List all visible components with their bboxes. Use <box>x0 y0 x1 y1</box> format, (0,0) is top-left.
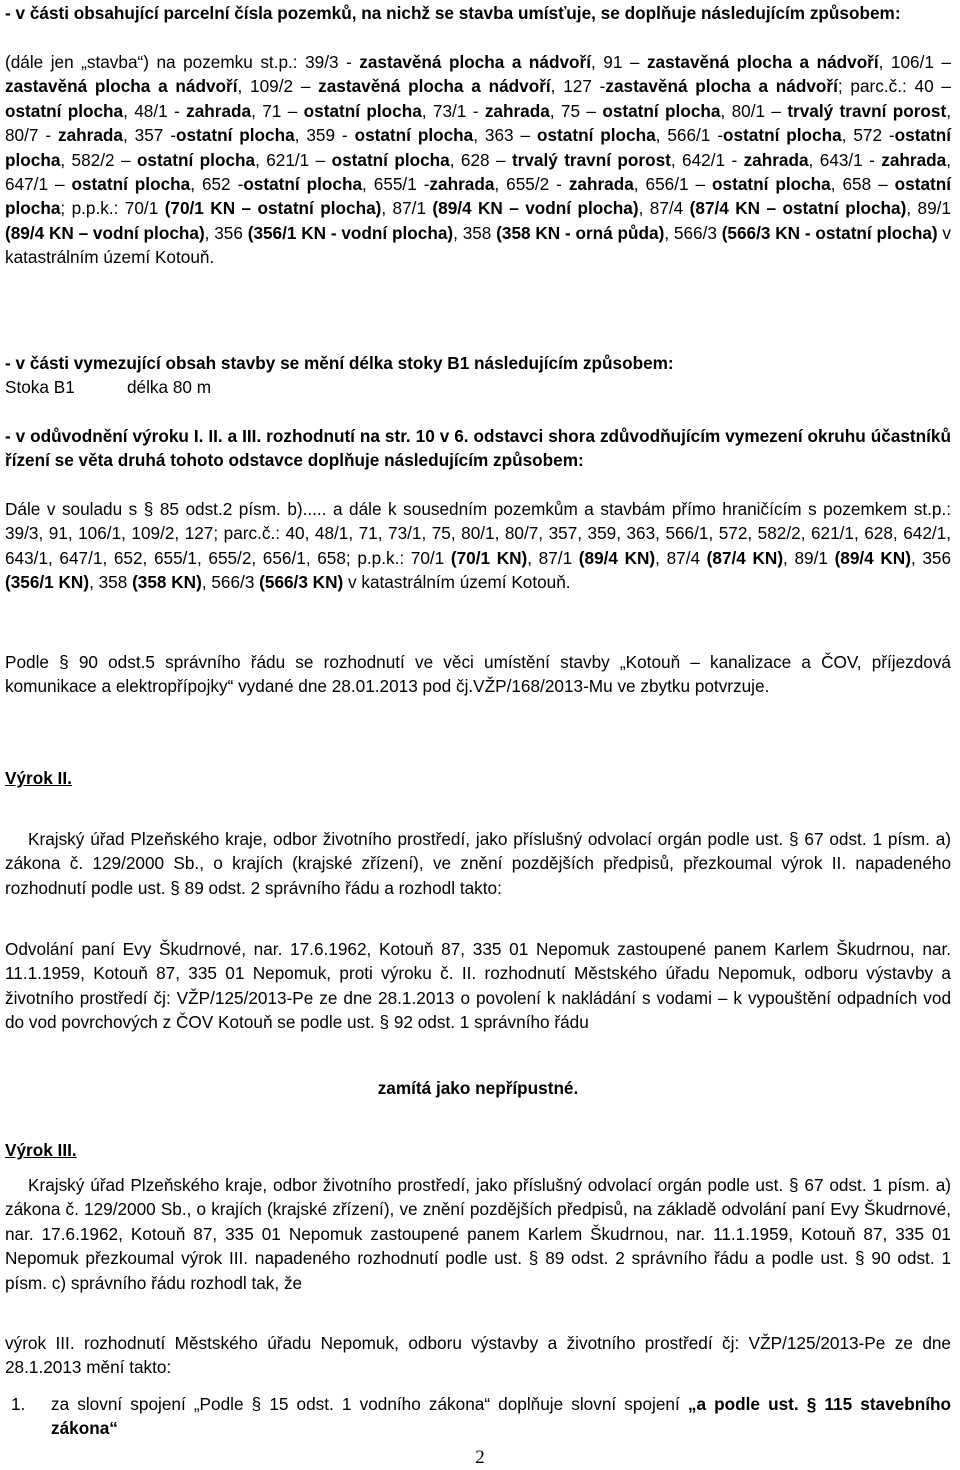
vyrok3-paragraph-2: výrok III. rozhodnutí Městského úřadu Nepomuk, odboru výstavby a životního prostředí čj: VŽP/125/2013-Pe ze dne 28.1.2013 mění takto: <box>5 1333 951 1378</box>
vyrok2-verdict: zamítá jako nepřípustné. <box>377 1078 579 1098</box>
intro-heading: - v části obsahující parcelní čísla pozemků, na nichž se stavba umísťuje, se doplňuje následujícím způsobem: <box>5 3 901 23</box>
vyrok3-paragraph-1: Krajský úřad Plzeňského kraje, odbor životního prostředí, jako příslušný odvolací orgán podle ust. § 67 odst. 1 písm. a) zákona č. 129/2000 Sb., o krajích (krajské zřízení), ve znění pozdějších předpisů, na základě odvolání paní Evy Škudrnové, nar. 17.6.1962, Kotouň 87, 335 01 Nepomuk zastoupené panem Karlem Škudrnou, nar. 11.1.1959, Kotouň 87, 335 01 Nepomuk přezkoumal výrok III. napadeného rozhodnutí podle ust. § 89 odst. 2 správního řádu a podle ust. § 90 odst. 1 písm. c) správního řádu rozhodl tak, že <box>5 1175 951 1293</box>
vyrok2-paragraph-2: Odvolání paní Evy Škudrnové, nar. 17.6.1962, Kotouň 87, 335 01 Nepomuk zastoupené panem Karlem Škudrnou, nar. 11.1.1959, Kotouň 87, 335 01 Nepomuk, proti výroku č. II. rozhodnutí Městského úřadu Nepomuk, odboru výstavby a životního prostředí čj: VŽP/125/2013-Pe ze dne 28.1.2013 o povolení k nakládání s vodami – k vypouštění odpadních vod do vod povrchových z ČOV Kotouň se podle ust. § 92 odst. 1 správního řádu <box>5 939 951 1033</box>
page-number: 2 <box>475 1447 485 1468</box>
stoka-heading: - v části vymezující obsah stavby se mění délka stoky B1 následujícím způsobem: <box>5 353 674 373</box>
stoka-length-row <box>5 375 951 399</box>
vyrok3-change-list <box>5 1392 951 1441</box>
oduvodneni-paragraph: Dále v souladu s § 85 odst.2 písm. b)..... a dále k sousedním pozemkům a stavbám přímo hraničícím s pozemkem st.p.: 39/3, 91, 106/1, 109/2, 127; parc.č.: 40, 48/1, 71, 73/1, 75, 80/1, 80/7, 357, 359, 363, 566/1, 572, 582/2, 621/1, 628, 642/1, 643/1, 647/1, 652, 655/1, 655/2, 656/1, 658; p.p.k.: 70/1 (70/1 KN), 87/1 (89/4 KN), 87/4 (87/4 KN), 89/1 (89/4 KN), 356 (356/1 KN), 358 (358 KN), 566/3 (566/3 KN) v katastrálním území Kotouň. <box>5 499 952 593</box>
podle90-paragraph: Podle § 90 odst.5 správního řádu se rozhodnutí ve věci umístění stavby „Kotouň – kanalizace a ČOV, příjezdová komunikace a elektropřípojky“ vydané dne 28.01.2013 pod čj.VŽP/168/2013-Mu ve zbytku potvrzuje. <box>5 652 951 697</box>
oduvodneni-heading: - v odůvodnění výroku I. II. a III. rozhodnutí na str. 10 v 6. odstavci shora zdůvodňujícím vymezení okruhu účastníků řízení se věta druhá tohoto odstavce doplňuje následujícím způsobem: <box>5 426 951 471</box>
stoka-name: Stoka B1 <box>5 377 75 397</box>
parcels-paragraph: (dále jen „stavba“) na pozemku st.p.: 39/3 - zastavěná plocha a nádvoří, 91 – zastavěná plocha a nádvoří, 106/1 – zastavěná plocha a nádvoří, 109/2 – zastavěná plocha a nádvoří, 127 -zastavěná plocha a nádvoří; parc.č.: 40 – ostatní plocha, 48/1 - zahrada, 71 – ostatní plocha, 73/1 - zahrada, 75 – ostatní plocha, 80/1 – trvalý travní porost, 80/7 - zahrada, 357 -ostatní plocha, 359 - ostatní plocha, 363 – ostatní plocha, 566/1 -ostatní plocha, 572 -ostatní plocha, 582/2 – ostatní plocha, 621/1 – ostatní plocha, 628 – trvalý travní porost, 642/1 - zahrada, 643/1 - zahrada, 647/1 – ostatní plocha, 652 -ostatní plocha, 655/1 -zahrada, 655/2 - zahrada, 656/1 – ostatní plocha, 658 – ostatní plocha; p.p.k.: 70/1 (70/1 KN – ostatní plocha), 87/1 (89/4 KN – vodní plocha), 87/4 (87/4 KN – ostatní plocha), 89/1 (89/4 KN – vodní plocha), 356 (356/1 KN - vodní plocha), 358 (358 KN - orná půda), 566/3 (566/3 KN - ostatní plocha) v katastrálním území Kotouň. <box>5 52 952 268</box>
vyrok3-heading: Výrok III. <box>5 1140 77 1160</box>
list-item-number: 1. <box>11 1394 26 1414</box>
vyrok2-heading: Výrok II. <box>5 768 72 788</box>
vyrok2-paragraph-1: Krajský úřad Plzeňského kraje, odbor životního prostředí, jako příslušný odvolací orgán podle ust. § 67 odst. 1 písm. a) zákona č. 129/2000 Sb., o krajích (krajské zřízení), ve znění pozdějších předpisů, přezkoumal výrok II. napadeného rozhodnutí podle ust. § 89 odst. 2 správního řádu a rozhodl takto: <box>5 829 951 898</box>
list-item: 1. za slovní spojení „Podle § 15 odst. 1 vodního zákona“ doplňuje slovní spojení „a podle ust. § 115 stavebního zákona“ <box>11 1394 951 1439</box>
stoka-length: délka 80 m <box>127 377 212 397</box>
